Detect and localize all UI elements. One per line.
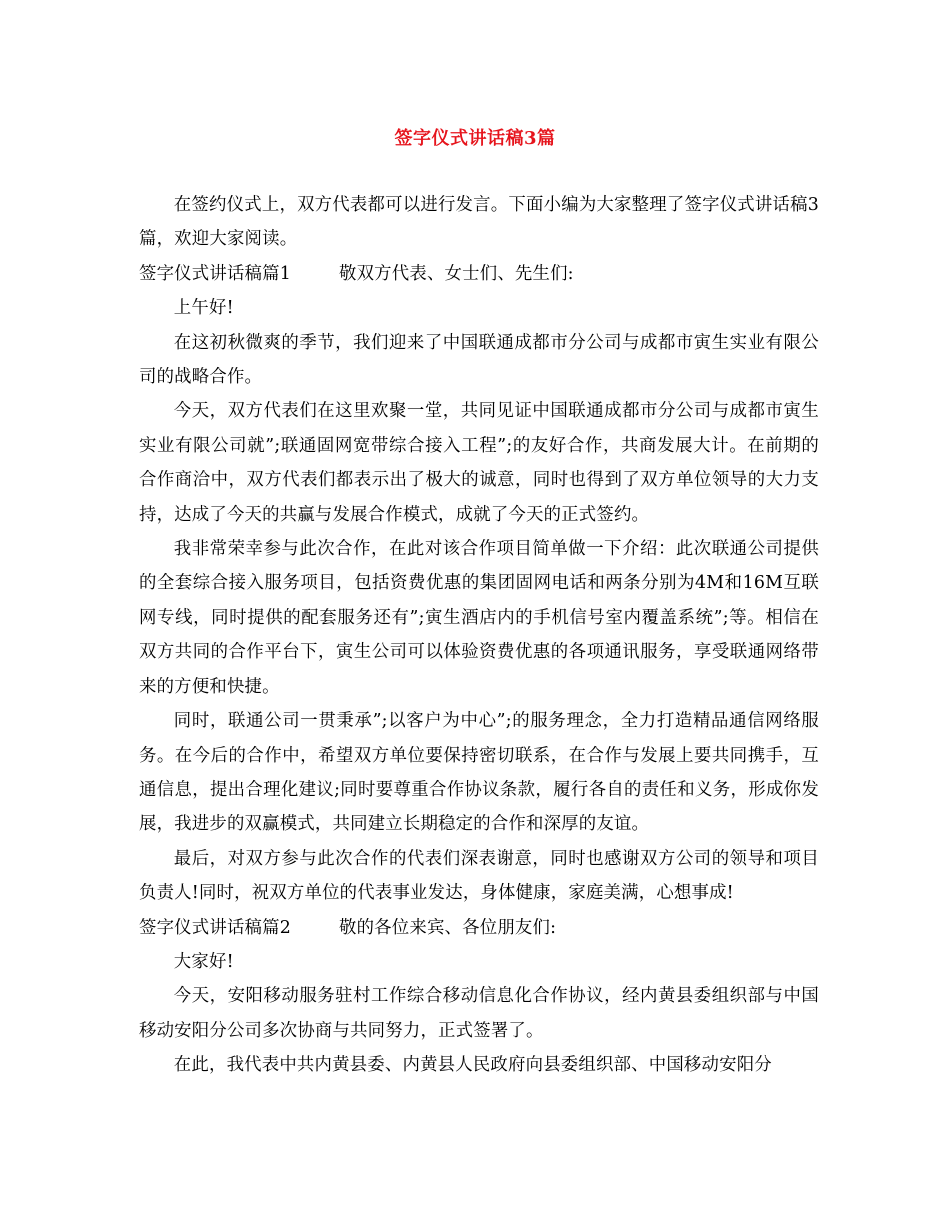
section-1-salutation: 敬双方代表、女士们、先生们: <box>339 263 574 284</box>
section-1-paragraph: 在这初秋微爽的季节，我们迎来了中国联通成都市分公司与成都市寅生实业有限公司的战略合作。 <box>139 332 819 388</box>
document-body <box>139 188 819 1083</box>
section-1-paragraph: 我非常荣幸参与此次合作，在此对该合作项目简单做一下介绍：此次联通公司提供的全套综合接入服务项目，包括资费优惠的集团固网电话和两条分别为4M和16M互联网专线，同时提供的配套服务还有”;寅生酒店内的手机信号室内覆盖系统”;等。相信在双方共同的合作平台下，寅生公司可以体验资费优惠的各项通讯服务，享受联通网络带来的方便和快捷。 <box>139 539 819 697</box>
section-2-heading-line <box>139 911 819 945</box>
section-1-greeting: 上午好! <box>173 298 234 319</box>
section-1-paragraph: 同时，联通公司一贯秉承”;以客户为中心”;的服务理念，全力打造精品通信网络服务。在今后的合作中，希望双方单位要保持密切联系，在合作与发展上要共同携手，互通信息，提出合理化建议;同时要尊重合作协议条款，履行各自的责任和义务，形成你发展，我进步的双赢模式，共同建立长期稳定的合作和深厚的友谊。 <box>139 711 819 835</box>
section-2-paragraph: 在此，我代表中共内黄县委、内黄县人民政府向县委组织部、中国移动安阳分 <box>173 1055 772 1076</box>
section-1-paragraph: 最后，对双方参与此次合作的代表们深表谢意，同时也感谢双方公司的领导和项目负责人!同时，祝双方单位的代表事业发达，身体健康，家庭美满，心想事成! <box>139 848 819 904</box>
section-2-salutation: 敬的各位来宾、各位朋友们: <box>339 917 557 938</box>
section-1-heading: 签字仪式讲话稿篇1 <box>139 263 291 284</box>
intro-paragraph: 在签约仪式上，双方代表都可以进行发言。下面小编为大家整理了签字仪式讲话稿3篇，欢迎大家阅读。 <box>139 195 819 250</box>
section-2-paragraph: 今天，安阳移动服务驻村工作综合移动信息化合作协议，经内黄县委组织部与中国移动安阳分公司多次协商与共同努力，正式签署了。 <box>139 986 819 1041</box>
section-2-heading: 签字仪式讲话稿篇2 <box>139 917 291 938</box>
section-1-heading-line <box>139 257 819 291</box>
section-1-paragraph: 今天，双方代表们在这里欢聚一堂，共同见证中国联通成都市分公司与成都市寅生实业有限公司就”;联通固网宽带综合接入工程”;的友好合作，共商发展大计。在前期的合作商洽中，双方代表们都表示出了极大的诚意，同时也得到了双方单位领导的大力支持，达成了今天的共赢与发展合作模式，成就了今天的正式签约。 <box>139 401 819 525</box>
document-title: 签字仪式讲话稿3篇 <box>394 128 556 149</box>
section-2-greeting: 大家好! <box>173 951 234 972</box>
